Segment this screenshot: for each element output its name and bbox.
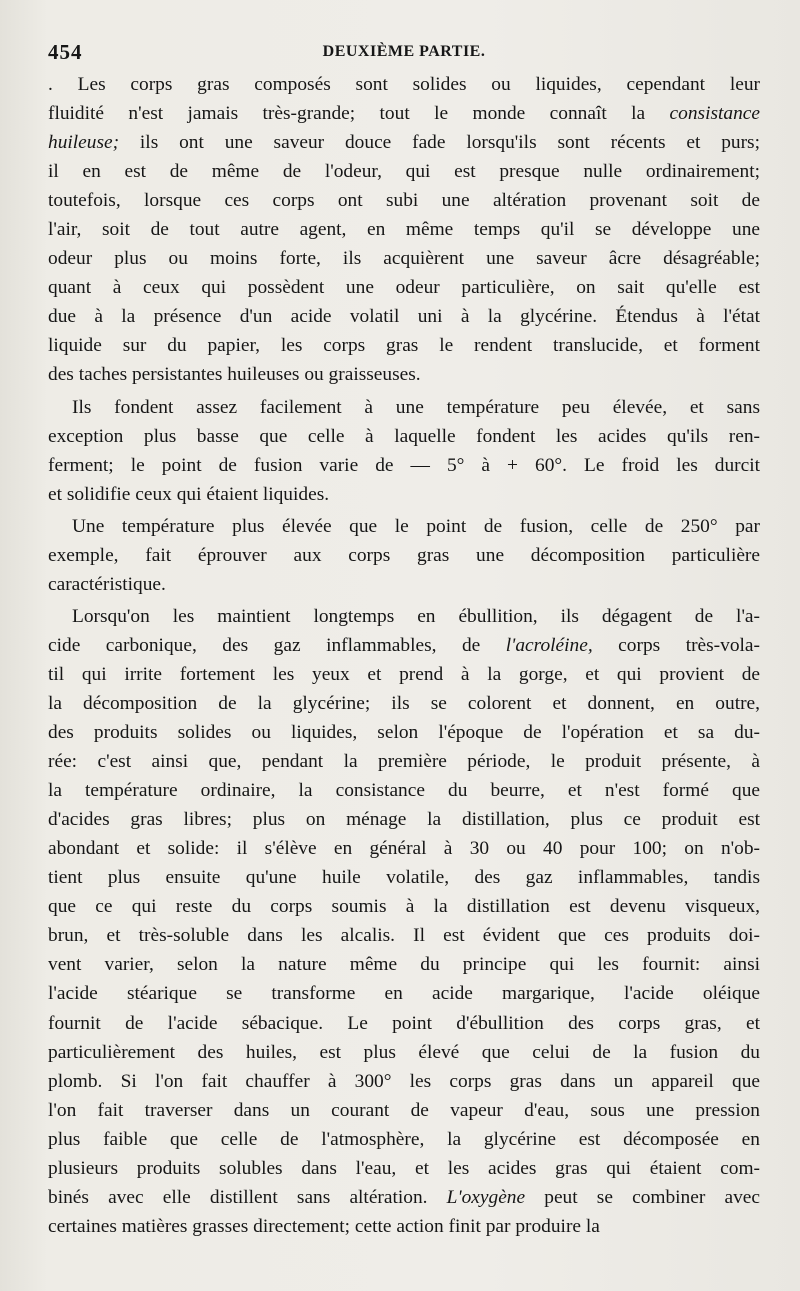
text-segment: fournit de l'acide sébacique. Le point d'ébullition des corps gras, et bbox=[48, 1012, 760, 1034]
text-segment: brun, et très-soluble dans les alcalis. Il est évident que ces produits doi- bbox=[48, 925, 760, 947]
text-segment: plomb. Si l'on fait chauffer à 300° les corps gras dans un appareil que bbox=[48, 1070, 760, 1092]
text-segment: la température ordinaire, la consistance du beurre, et n'est formé que bbox=[48, 780, 760, 802]
text-segment: exemple, fait éprouver aux corps gras une décomposition particulière bbox=[48, 544, 760, 566]
text-line bbox=[48, 1096, 760, 1125]
text-segment: l'on fait traverser dans un courant de vapeur d'eau, sous une pression bbox=[48, 1099, 760, 1121]
italic-text: consistance bbox=[669, 103, 760, 125]
text-line bbox=[48, 863, 760, 892]
text-line bbox=[48, 186, 760, 215]
text-segment: des produits solides ou liquides, selon l'époque de l'opération et sa du- bbox=[48, 722, 760, 744]
text-segment: tient plus ensuite qu'une huile volatile, des gaz inflammables, tandis bbox=[48, 867, 760, 889]
text-segment: rée: c'est ainsi que, pendant la première période, le produit présente, à bbox=[48, 751, 760, 773]
text-line bbox=[48, 660, 760, 689]
text-line bbox=[48, 393, 760, 422]
text-line bbox=[48, 979, 760, 1008]
text-line bbox=[48, 451, 760, 480]
text-line bbox=[48, 834, 760, 863]
text-line bbox=[48, 1212, 760, 1241]
text-line bbox=[48, 302, 760, 331]
text-segment: et solidifie ceux qui étaient liquides. bbox=[48, 483, 330, 505]
text-segment: toutefois, lorsque ces corps ont subi une altération provenant soit de bbox=[48, 190, 760, 212]
text-line bbox=[48, 331, 760, 360]
text-line bbox=[48, 1038, 760, 1067]
text-segment: ils ont une saveur douce fade lorsqu'ils sont récents et purs; bbox=[119, 132, 760, 154]
text-line bbox=[48, 99, 760, 128]
text-segment: la décomposition de la glycérine; ils se colorent et donnent, en outre, bbox=[48, 692, 760, 714]
text-line bbox=[48, 70, 760, 99]
paragraph bbox=[48, 393, 760, 509]
text-line bbox=[48, 1009, 760, 1038]
italic-text: huileuse; bbox=[48, 132, 120, 154]
text-segment: Lorsqu'on les maintient longtemps en ébullition, ils dégagent de l'a- bbox=[72, 605, 760, 627]
text-segment: odeur plus ou moins forte, ils acquièrent une saveur âcre désagréable; bbox=[48, 248, 760, 270]
text-line bbox=[48, 921, 760, 950]
text-segment: d'acides gras libres; plus on ménage la distillation, plus ce produit est bbox=[48, 809, 760, 831]
italic-text: L'oxygène bbox=[446, 1186, 526, 1208]
text-line bbox=[48, 718, 760, 747]
text-line bbox=[48, 1183, 760, 1212]
text-segment: due à la présence d'un acide volatil uni à la glycérine. Étendus à l'état bbox=[48, 306, 760, 328]
text-segment: plus faible que celle de l'atmosphère, la glycérine est décomposée en bbox=[48, 1128, 760, 1150]
body-text bbox=[48, 70, 760, 1241]
text-line bbox=[48, 805, 760, 834]
text-segment: des taches persistantes huileuses ou graisseuses. bbox=[48, 364, 421, 386]
paragraph bbox=[48, 602, 760, 1241]
text-line bbox=[48, 776, 760, 805]
text-line bbox=[48, 689, 760, 718]
italic-text: l'acroléine, bbox=[505, 634, 593, 656]
text-line bbox=[48, 244, 760, 273]
text-segment: Une température plus élevée que le point de fusion, celle de 250° par bbox=[72, 515, 760, 537]
text-line bbox=[48, 422, 760, 451]
text-segment: caractéristique. bbox=[48, 573, 166, 595]
text-segment: cide carbonique, des gaz inflammables, de bbox=[48, 634, 506, 656]
text-segment: que ce qui reste du corps soumis à la distillation est devenu visqueux, bbox=[48, 896, 760, 918]
text-line bbox=[48, 1125, 760, 1154]
text-line bbox=[48, 1154, 760, 1183]
text-segment: exception plus basse que celle à laquelle fondent les acides qu'ils ren- bbox=[48, 425, 760, 447]
text-line bbox=[48, 480, 760, 509]
text-segment: l'acide stéarique se transforme en acide margarique, l'acide oléique bbox=[48, 983, 760, 1005]
text-segment: quant à ceux qui possèdent une odeur particulière, on sait qu'elle est bbox=[48, 277, 760, 299]
text-segment: Ils fondent assez facilement à une température peu élevée, et sans bbox=[72, 396, 760, 418]
paragraph bbox=[48, 70, 760, 390]
text-line bbox=[48, 512, 760, 541]
text-segment: liquide sur du papier, les corps gras le rendent translucide, et forment bbox=[48, 335, 760, 357]
text-segment: particulièrement des huiles, est plus élevé que celui de la fusion du bbox=[48, 1041, 760, 1063]
page-header bbox=[48, 40, 760, 66]
text-segment: abondant et solide: il s'élève en général à 30 ou 40 pour 100; on n'ob- bbox=[48, 838, 760, 860]
text-segment: l'air, soit de tout autre agent, en même temps qu'il se développe une bbox=[48, 219, 760, 241]
text-line bbox=[48, 631, 760, 660]
text-line bbox=[48, 360, 760, 389]
text-line bbox=[48, 157, 760, 186]
text-segment: . Les corps gras composés sont solides ou liquides, cependant leur bbox=[48, 74, 760, 95]
text-line bbox=[48, 950, 760, 979]
text-segment: il en est de même de l'odeur, qui est presque nulle ordinairement; bbox=[48, 161, 760, 183]
text-segment: ferment; le point de fusion varie de — 5° à + 60°. Le froid les durcit bbox=[48, 454, 760, 476]
text-line bbox=[48, 1067, 760, 1096]
text-line bbox=[48, 215, 760, 244]
text-line bbox=[48, 747, 760, 776]
paragraph bbox=[48, 512, 760, 599]
text-segment: til qui irrite fortement les yeux et prend à la gorge, et qui provient de bbox=[48, 663, 760, 685]
text-line bbox=[48, 128, 760, 157]
text-line bbox=[48, 541, 760, 570]
text-segment: peut se combiner avec bbox=[525, 1186, 760, 1208]
running-head: DEUXIÈME PARTIE. bbox=[322, 43, 486, 60]
text-line bbox=[48, 602, 760, 631]
text-segment: certaines matières grasses directement; cette action finit par produire la bbox=[48, 1215, 600, 1237]
text-segment: corps très-vola- bbox=[592, 634, 760, 656]
text-segment: binés avec elle distillent sans altération. bbox=[48, 1186, 447, 1208]
text-line bbox=[48, 570, 760, 599]
text-line bbox=[48, 892, 760, 921]
text-line bbox=[48, 273, 760, 302]
text-segment: fluidité n'est jamais très-grande; tout le monde connaît la bbox=[48, 103, 670, 125]
text-segment: plusieurs produits solubles dans l'eau, et les acides gras qui étaient com- bbox=[48, 1157, 760, 1179]
page-number: 454 bbox=[48, 40, 83, 64]
text-segment: vent varier, selon la nature même du principe qui les fournit: ainsi bbox=[48, 954, 760, 976]
